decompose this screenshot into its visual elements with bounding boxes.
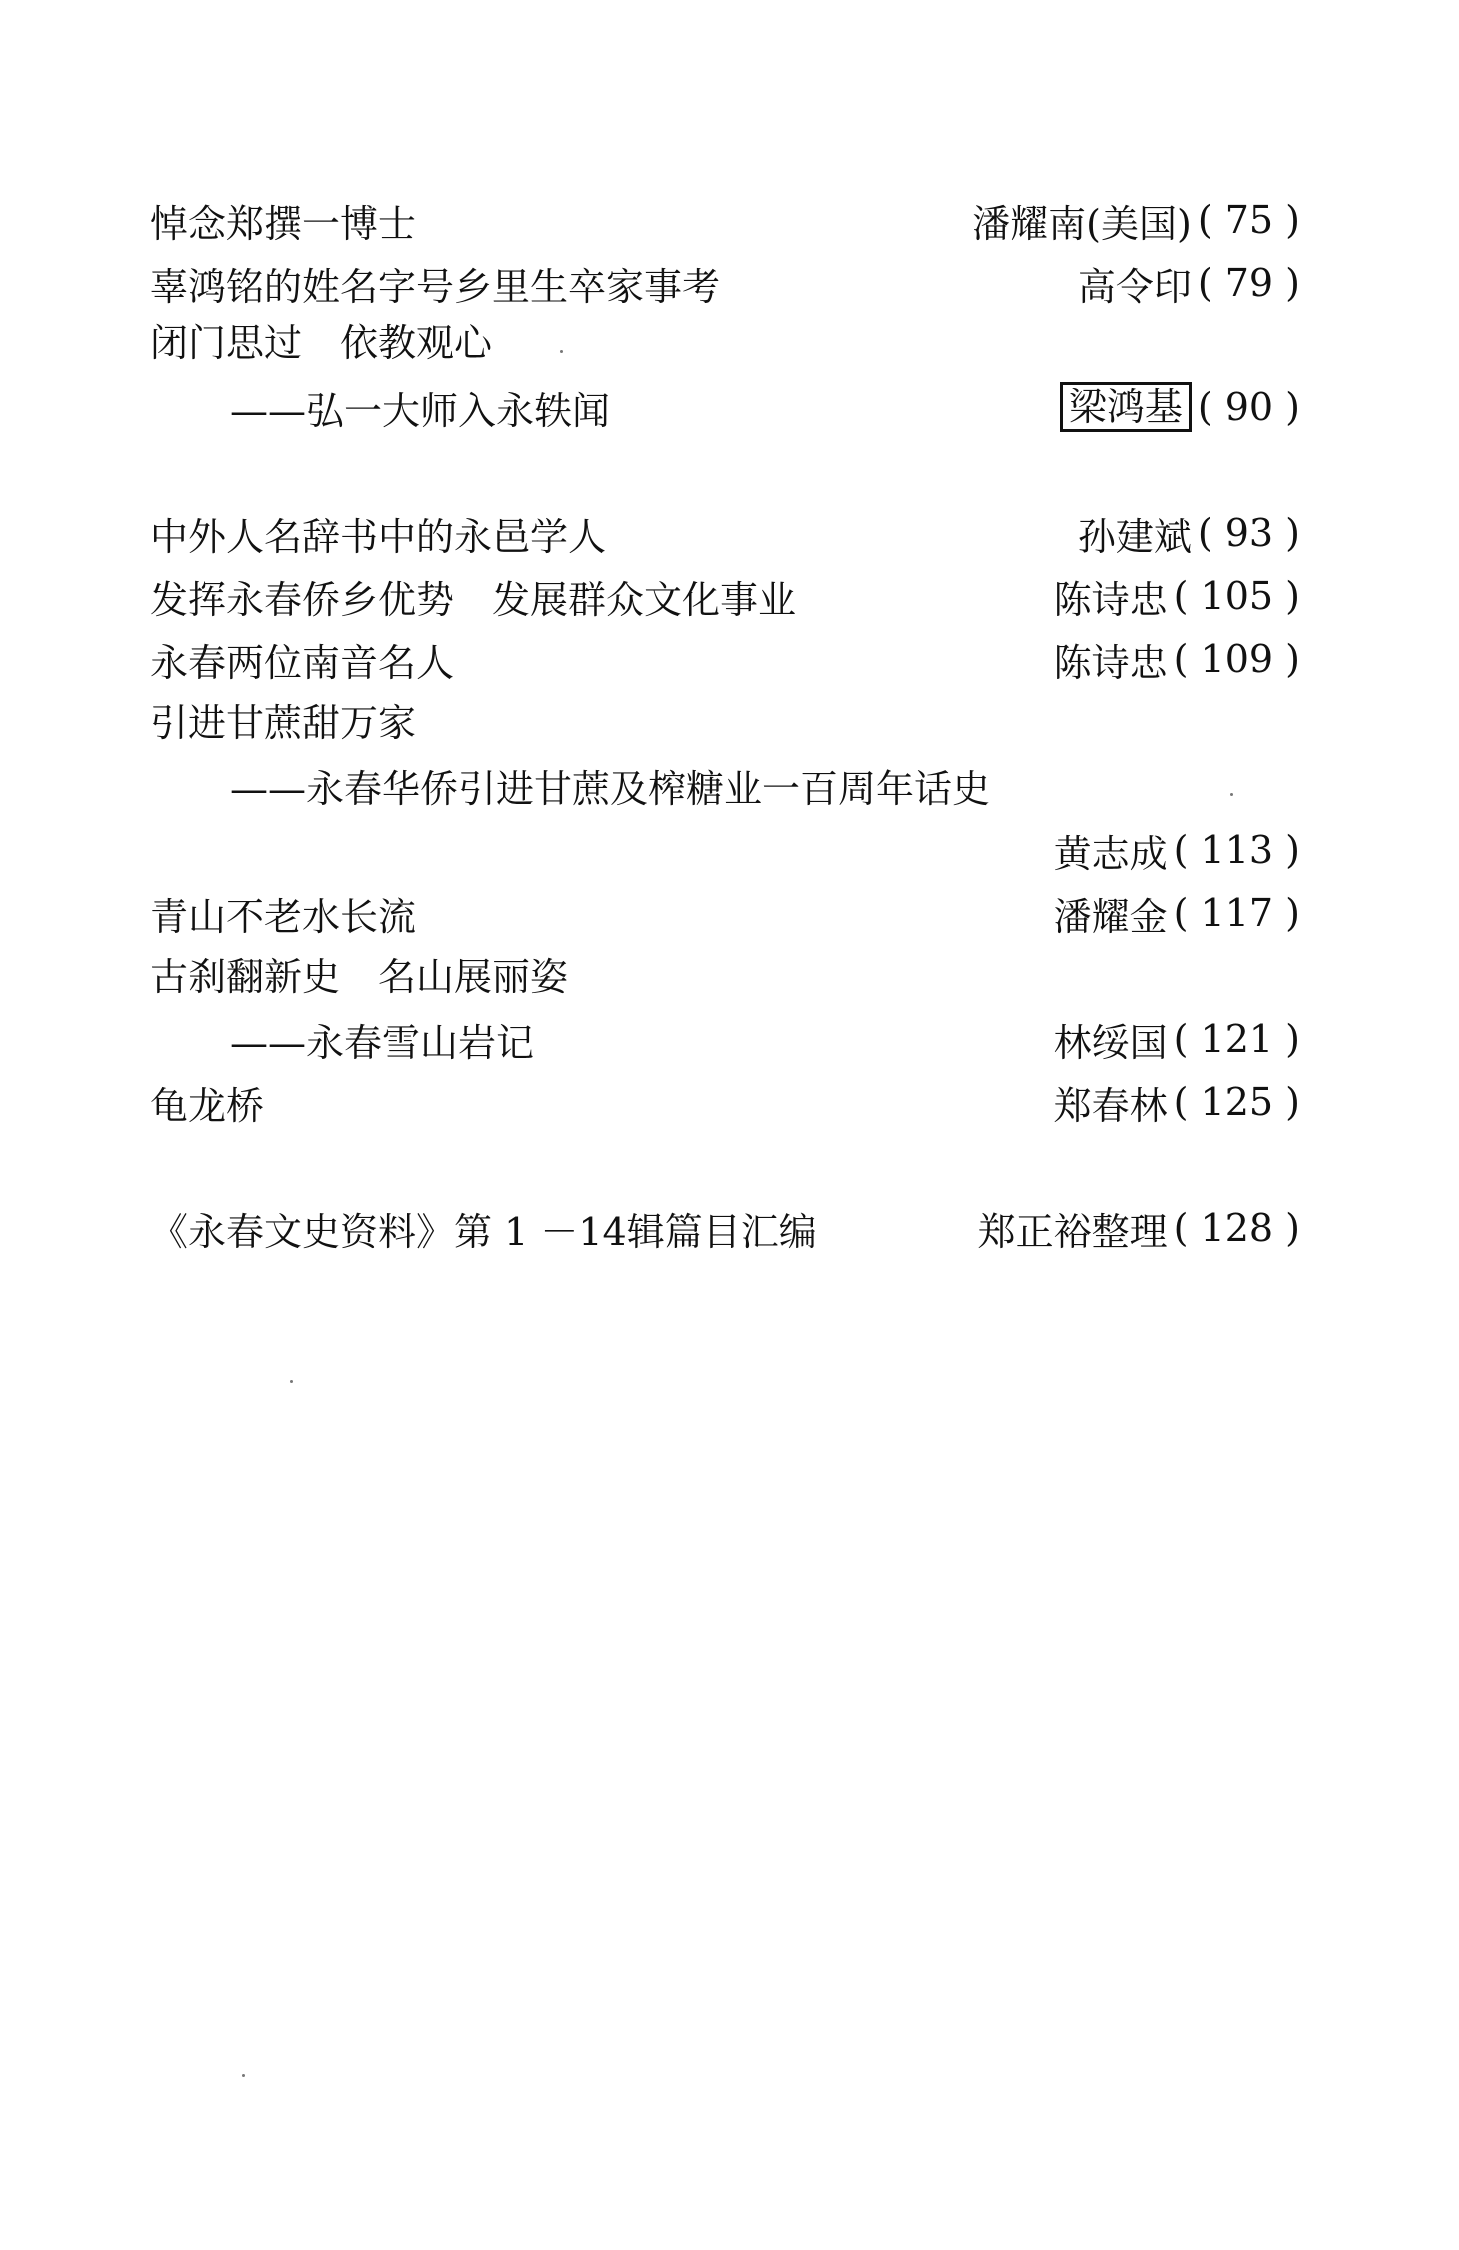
entry-title: 永春两位南音名人 — [150, 640, 455, 685]
entry-title: 龟龙桥 — [150, 1083, 265, 1128]
leader-dots — [614, 387, 1056, 427]
toc-entry — [150, 190, 1300, 250]
leader-dots — [234, 830, 1050, 870]
entry-author: 孙建斌 — [1077, 514, 1192, 559]
entry-author: 潘耀金 — [1053, 894, 1168, 939]
entry-author: 潘耀南(美国) — [972, 201, 1192, 246]
entry-author: 陈诗忠 — [1053, 577, 1168, 622]
entry-author: 黄志成 — [1053, 831, 1168, 876]
entry-page: ( 125 ) — [1173, 1080, 1300, 1124]
entry-author: 林绥国 — [1053, 1020, 1168, 1065]
entry-title: 中外人名辞书中的永邑学人 — [150, 514, 607, 559]
entry-author: 高令印 — [1077, 264, 1192, 309]
toc-entry — [230, 377, 1300, 437]
entry-page: ( 105 ) — [1173, 574, 1300, 618]
entry-subtitle: ——永春雪山岩记 — [230, 1020, 535, 1065]
entry-title: 辜鸿铭的姓名字号乡里生卒家事考 — [150, 264, 721, 309]
entry-title: 青山不老水长流 — [150, 894, 417, 939]
toc-entry — [150, 1198, 1300, 1258]
toc-entry — [150, 503, 1300, 563]
entry-page: ( 128 ) — [1173, 1206, 1300, 1250]
scan-speck — [560, 350, 563, 353]
entry-page: ( 117 ) — [1173, 891, 1300, 935]
entry-page: ( 79 ) — [1197, 261, 1300, 305]
leader-dots — [538, 1019, 1050, 1059]
leader-dots — [821, 1208, 974, 1248]
toc-entry — [150, 883, 1300, 943]
entry-title: 《永春文史资料》第 1 －14辑篇目汇编 — [150, 1209, 817, 1254]
leader-dots — [724, 263, 1074, 303]
entry-title: 悼念郑撰一博士 — [150, 201, 417, 246]
entry-title: 发挥永春侨乡优势 发展群众文化事业 — [150, 577, 797, 622]
entry-page: ( 93 ) — [1197, 511, 1300, 555]
entry-title: 闭门思过 依教观心 — [150, 321, 493, 365]
scan-speck — [242, 2074, 245, 2077]
scan-speck — [290, 1380, 293, 1383]
leader-dots — [610, 513, 1074, 553]
toc-entry — [230, 1009, 1300, 1069]
entry-page: ( 90 ) — [1197, 385, 1300, 429]
scan-speck — [1230, 793, 1233, 796]
leader-dots — [420, 200, 968, 240]
toc-entry — [150, 629, 1300, 689]
leader-dots — [800, 576, 1050, 616]
entry-page: ( 75 ) — [1197, 198, 1300, 242]
toc-entry — [150, 1072, 1300, 1132]
entry-author: 郑春林 — [1053, 1083, 1168, 1128]
toc-entry — [230, 820, 1300, 880]
entry-page: ( 113 ) — [1173, 828, 1300, 872]
entry-page: ( 109 ) — [1173, 637, 1300, 681]
toc-entry — [150, 566, 1300, 626]
toc-entry — [150, 253, 1300, 313]
leader-dots — [458, 639, 1050, 679]
entry-author: 郑正裕整理 — [977, 1209, 1168, 1254]
entry-title: 古刹翻新史 名山展丽姿 — [150, 955, 569, 999]
entry-subtitle: ——永春华侨引进甘蔗及榨糖业一百周年话史 — [230, 767, 991, 811]
entry-subtitle: ——弘一大师入永轶闻 — [230, 388, 611, 433]
leader-dots — [420, 893, 1050, 933]
entry-page: ( 121 ) — [1173, 1017, 1300, 1061]
entry-author: 陈诗忠 — [1053, 640, 1168, 685]
entry-title: 引进甘蔗甜万家 — [150, 701, 417, 745]
entry-author: 梁鸿基 — [1060, 382, 1192, 432]
leader-dots — [268, 1082, 1050, 1122]
